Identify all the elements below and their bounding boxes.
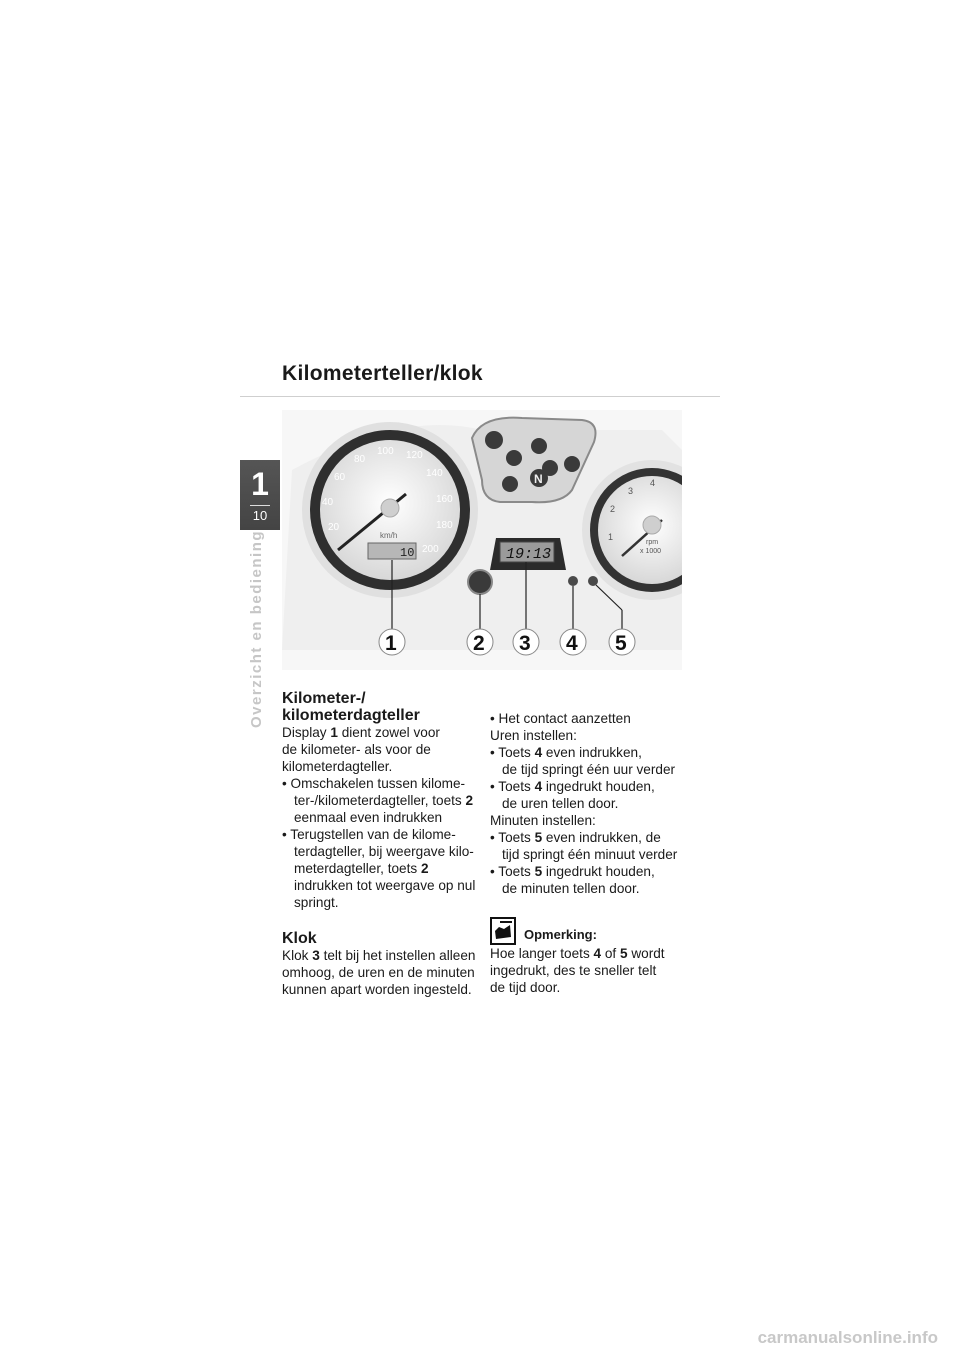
temperature-light [564, 456, 580, 472]
odometer-display: 10 [400, 546, 415, 560]
rpm-tick-3: 3 [628, 486, 634, 496]
note-label: Opmerking: [524, 927, 597, 942]
fuel-reserve-light [502, 476, 518, 492]
instrument-cluster-illustration [282, 410, 682, 670]
text-line: Display 1 dient zowel voor [282, 725, 440, 740]
bullet-continuation: ter-/kilometerdagteller, toets 2 [294, 793, 474, 808]
note-header [490, 913, 700, 945]
bullet-item: • Toets 5 ingedrukt houden, [490, 864, 655, 879]
callout-4 [560, 629, 586, 655]
chapter-tab [240, 460, 280, 530]
callout-1 [379, 629, 405, 655]
text-line: omhoog, de uren en de minuten [282, 965, 475, 980]
section-heading-odometer-1: Kilometer-/ [282, 690, 366, 707]
speedo-tick-40: 40 [322, 497, 334, 508]
indicator-light [485, 431, 503, 449]
section-heading-klok: Klok [282, 930, 317, 947]
bullet-item: • Toets 5 even indrukken, de [490, 830, 661, 845]
speedo-tick-120: 120 [406, 450, 423, 461]
subheading-hours: Uren instellen: [490, 728, 577, 743]
speedo-unit: km/h [380, 531, 398, 540]
callout-2 [467, 629, 493, 655]
note-text: de tijd door. [490, 980, 561, 995]
speedo-tick-180: 180 [436, 520, 453, 531]
speedo-tick-200: 200 [422, 544, 439, 555]
rpm-unit: rpm [646, 539, 659, 546]
chapter-number: 1 [251, 466, 269, 502]
page-title: Kilometerteller/klok [282, 362, 483, 385]
headlight-warning-light [531, 438, 547, 454]
bullet-continuation: meterdagteller, toets 2 [294, 861, 429, 876]
bullet-continuation: eenmaal even indrukken [294, 810, 443, 825]
neutral-label: N [534, 472, 543, 486]
svg-text:2: 2 [473, 632, 485, 655]
speedo-tick-140: 140 [426, 468, 443, 479]
callout-3 [513, 629, 539, 655]
bullet-item: • Toets 4 even indrukken, [490, 745, 642, 760]
bullet-item: • Het contact aanzetten [490, 711, 631, 726]
chapter-divider [250, 505, 270, 506]
left-column [282, 690, 492, 998]
bullet-item: • Omschakelen tussen kilome- [282, 776, 466, 791]
svg-text:3: 3 [519, 632, 531, 655]
bullet-continuation: indrukken tot weergave op nul [294, 878, 476, 893]
note-text: Hoe langer toets 4 of 5 wordt [490, 946, 665, 961]
odometer-button [468, 570, 492, 594]
bullet-continuation: de uren tellen door. [502, 796, 619, 811]
right-column [490, 710, 700, 996]
clock-time: 19:13 [506, 546, 552, 563]
speedo-tick-60: 60 [334, 472, 346, 483]
speedo-tick-100: 100 [377, 446, 394, 457]
rpm-tick-4: 4 [650, 478, 656, 488]
rpm-factor: x 1000 [640, 548, 662, 555]
speedo-tick-20: 20 [328, 522, 340, 533]
rpm-tick-2: 2 [610, 504, 616, 514]
note-icon [490, 917, 516, 945]
high-beam-light [506, 450, 522, 466]
callout-5 [609, 629, 635, 655]
subheading-minutes: Minuten instellen: [490, 813, 596, 828]
note-text: ingedrukt, des te sneller telt [490, 963, 657, 978]
text-line: kilometerdagteller. [282, 759, 393, 774]
text-line: kunnen apart worden ingesteld. [282, 982, 472, 997]
bullet-continuation: springt. [294, 895, 339, 910]
bullet-item: • Toets 4 ingedrukt houden, [490, 779, 655, 794]
bullet-continuation: de minuten tellen door. [502, 881, 640, 896]
text-line: Klok 3 telt bij het instellen alleen [282, 948, 476, 963]
section-heading-odometer-2: kilometerdagteller [282, 707, 420, 724]
watermark: carmanualsonline.info [757, 1328, 938, 1347]
speedometer [302, 422, 478, 598]
bullet-continuation: terdagteller, bij weergave kilo- [294, 844, 474, 859]
bullet-continuation: tijd springt één minuut verder [502, 847, 678, 862]
chapter-side-label: Overzicht en bediening [248, 529, 265, 728]
bullet-continuation: de tijd springt één uur verder [502, 762, 676, 777]
minute-button [588, 576, 598, 586]
instrument-cluster-figure [282, 410, 682, 670]
title-rule [240, 396, 720, 397]
speedo-tick-160: 160 [436, 494, 453, 505]
svg-text:5: 5 [615, 632, 627, 655]
svg-text:4: 4 [566, 632, 578, 655]
svg-text:1: 1 [385, 632, 397, 655]
hour-button [568, 576, 578, 586]
rpm-tick-1: 1 [608, 532, 614, 542]
bullet-item: • Terugstellen van de kilome- [282, 827, 456, 842]
text-line: de kilometer- als voor de [282, 742, 431, 757]
clock-display [490, 538, 566, 570]
speedo-tick-80: 80 [354, 454, 366, 465]
page-number: 10 [252, 508, 268, 523]
